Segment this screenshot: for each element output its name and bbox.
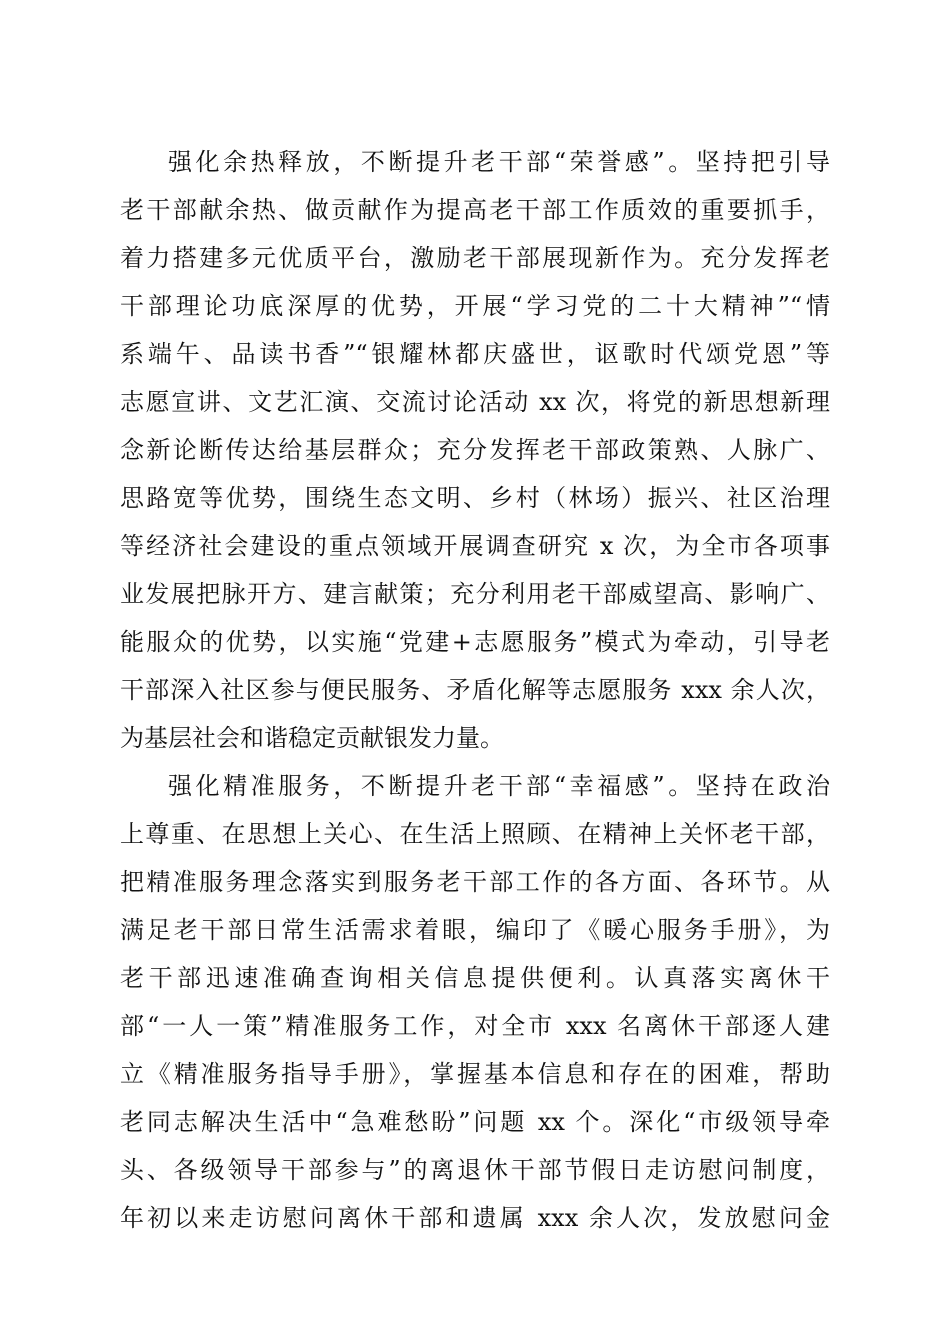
text-line: 干部深入社区参与便民服务、矛盾化解等志愿服务 xxx 余人次，	[120, 676, 830, 704]
text-line: 等经济社会建设的重点领域开展调查研究 x 次，为全市各项事	[120, 532, 830, 560]
text-line: 老同志解决生活中“急难愁盼”问题 xx 个。深化“市级领导牵	[120, 1108, 830, 1136]
text-line: 能服众的优势，以实施“党建+志愿服务”模式为牵动，引导老	[120, 628, 830, 656]
text-line: 系端午、品读书香”“银耀林都庆盛世，讴歌时代颂党恩”等	[120, 340, 830, 368]
text-line: 部“一人一策”精准服务工作，对全市 xxx 名离休干部逐人建	[120, 1012, 830, 1040]
text-line: 业发展把脉开方、建言献策；充分利用老干部威望高、影响广、	[120, 580, 830, 608]
text-line: 老干部献余热、做贡献作为提高老干部工作质效的重要抓手，	[120, 196, 830, 224]
text-line: 头、各级领导干部参与”的离退休干部节假日走访慰问制度，	[120, 1156, 830, 1184]
text-line: 立《精准服务指导手册》，掌握基本信息和存在的困难，帮助	[120, 1060, 830, 1088]
text-line: 上尊重、在思想上关心、在生活上照顾、在精神上关怀老干部，	[120, 820, 830, 848]
text-line: 强化余热释放，不断提升老干部“荣誉感”。坚持把引导	[168, 148, 830, 176]
text-line: 年初以来走访慰问离休干部和遗属 xxx 余人次，发放慰问金	[120, 1204, 830, 1232]
text-line: 思路宽等优势，围绕生态文明、乡村（林场）振兴、社区治理	[120, 484, 830, 512]
text-line: 老干部迅速准确查询相关信息提供便利。认真落实离休干	[120, 964, 830, 992]
text-line: 把精准服务理念落实到服务老干部工作的各方面、各环节。从	[120, 868, 830, 896]
text-line: 志愿宣讲、文艺汇演、交流讨论活动 xx 次，将党的新思想新理	[120, 388, 830, 416]
text-line: 强化精准服务，不断提升老干部“幸福感”。坚持在政治	[168, 772, 830, 800]
text-line: 满足老干部日常生活需求着眼，编印了《暖心服务手册》，为	[120, 916, 830, 944]
text-line: 为基层社会和谐稳定贡献银发力量。	[120, 724, 504, 752]
text-line: 干部理论功底深厚的优势，开展“学习党的二十大精神”“情	[120, 292, 830, 320]
text-line: 念新论断传达给基层群众；充分发挥老干部政策熟、人脉广、	[120, 436, 830, 464]
text-line: 着力搭建多元优质平台，激励老干部展现新作为。充分发挥老	[120, 244, 830, 272]
